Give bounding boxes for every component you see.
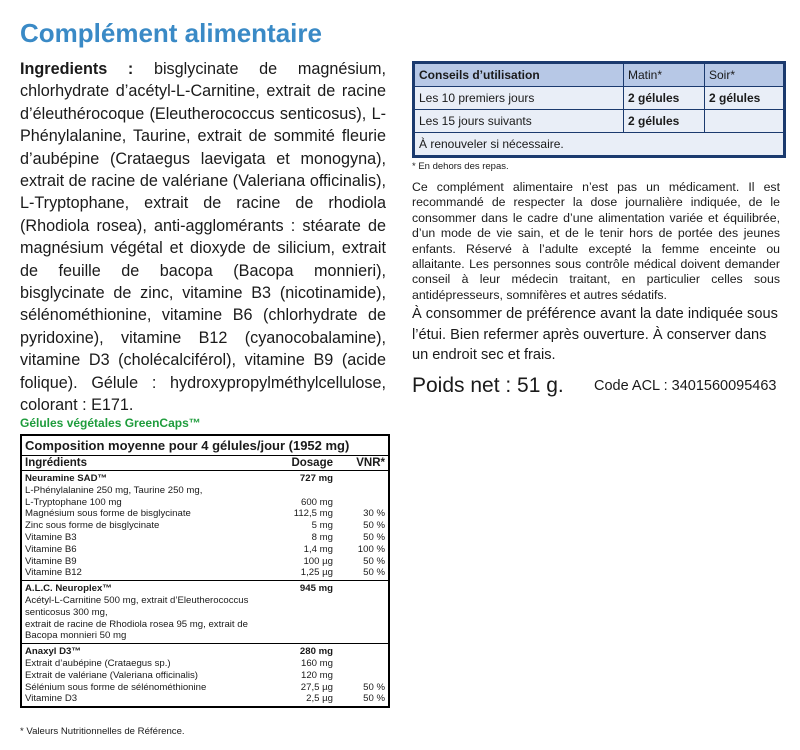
ingredient-dose: 727 mg xyxy=(299,473,333,484)
ingredient-dose xyxy=(273,485,353,497)
composition-row xyxy=(25,595,385,619)
composition-row xyxy=(25,682,385,694)
net-weight: Poids net : 51 g. xyxy=(412,374,564,397)
ingredient-vnr xyxy=(353,497,385,509)
usage-header-evening: Soir* xyxy=(705,64,784,87)
ingredient-dose: 5 mg xyxy=(311,520,333,532)
ingredient-dose: 1,25 µg xyxy=(300,567,333,579)
ingredient-name: Magnésium sous forme de bisglycinate xyxy=(25,508,191,520)
ingredient-name: L-Tryptophane 100 mg xyxy=(25,496,122,508)
ingredient-name: L-Phénylalanine 250 mg, Taurine 250 mg, xyxy=(25,484,203,496)
composition-row xyxy=(25,497,385,509)
composition-row xyxy=(25,520,385,532)
composition-column-headers xyxy=(22,456,388,471)
usage-morning: 2 gélules xyxy=(624,87,705,110)
ingredient-vnr xyxy=(353,670,385,682)
capsule-label: Gélules végétales GreenCaps™ xyxy=(20,416,201,430)
ingredient-dose: 1,4 mg xyxy=(303,543,333,555)
composition-row xyxy=(25,532,385,544)
ingredient-vnr: 50 % xyxy=(363,531,385,543)
composition-section xyxy=(22,644,388,706)
usage-header-label: Conseils d’utilisation xyxy=(415,64,624,87)
ingredient-dose: 2,5 µg xyxy=(306,693,333,705)
storage-text: À consommer de préférence avant la date indiquée sous l’étui. Bien refermer après ouverture. À conserver dans un endroit sec et frais. xyxy=(412,306,778,364)
ingredient-dose: 280 mg xyxy=(299,646,333,658)
ingredient-dose: 112,5 mg xyxy=(293,508,333,520)
usage-renew: À renouveler si nécessaire. xyxy=(415,133,784,156)
ingredient-vnr: 100 % xyxy=(357,543,385,555)
ingredient-vnr xyxy=(353,583,385,595)
composition-section xyxy=(22,581,388,644)
ingredient-name: Vitamine D3 xyxy=(25,693,78,705)
composition-row xyxy=(25,567,385,579)
composition-row xyxy=(25,670,385,682)
usage-period: Les 10 premiers jours xyxy=(415,87,624,110)
ingredient-name: extrait de racine de Rhodiola rosea 95 mg, extrait de Bacopa monnieri 50 mg xyxy=(25,618,248,642)
ingredient-dose xyxy=(273,619,353,643)
ingredient-vnr: 50 % xyxy=(363,567,385,579)
ingredient-name: Extrait de valériane (Valeriana officinalis) xyxy=(25,669,198,681)
composition-row xyxy=(25,485,385,497)
composition-table xyxy=(20,434,390,708)
ingredient-vnr: 30 % xyxy=(363,508,385,520)
ingredients-text xyxy=(20,58,386,417)
usage-note: * En dehors des repas. xyxy=(412,161,509,172)
ingredient-name: Vitamine B9 xyxy=(25,555,77,567)
composition-row xyxy=(25,508,385,520)
ingredient-dose: 100 µg xyxy=(303,555,333,567)
usage-period: Les 15 jours suivants xyxy=(415,110,624,133)
usage-row xyxy=(415,87,784,110)
col-dosage: Dosage xyxy=(291,457,333,469)
composition-row xyxy=(25,556,385,568)
usage-evening xyxy=(705,110,784,133)
vnr-footnote: * Valeurs Nutritionnelles de Référence. xyxy=(20,726,185,737)
usage-header-morning: Matin* xyxy=(624,64,705,87)
warning-text: Ce complément alimentaire n’est pas un médicament. Il est recommandé de respecter la dose journalière indiquée, de le consommer dans le cadre d’une alimentation variée et équilibrée, d’un mode de vie sain, et de le tenir hors de portée des jeunes enfants. Réservé à l’adulte excepté la femme enceinte ou allaitante. Les personnes sous contrôle médical doivent demander conseil à leur médecin traitant, en particulier celles sous antidépresseurs, somnifères et autres sédatifs. xyxy=(412,180,780,302)
composition-section xyxy=(22,471,388,581)
acl-code: Code ACL : 3401560095463 xyxy=(594,378,777,394)
ingredient-vnr xyxy=(353,619,385,643)
ingredient-dose: 27,5 µg xyxy=(300,681,333,693)
usage-table xyxy=(412,61,786,158)
ingredient-name: Vitamine B3 xyxy=(25,531,77,543)
ingredient-vnr xyxy=(353,595,385,619)
col-ingredients: Ingrédients xyxy=(25,457,87,469)
usage-row xyxy=(415,110,784,133)
composition-row xyxy=(25,583,385,595)
composition-row xyxy=(25,544,385,556)
col-vnr: VNR* xyxy=(356,457,385,469)
page-title: Complément alimentaire xyxy=(20,18,322,48)
ingredient-vnr xyxy=(353,485,385,497)
composition-header: Composition moyenne pour 4 gélules/jour (1952 mg) xyxy=(22,436,388,456)
usage-evening: 2 gélules xyxy=(705,87,784,110)
ingredient-dose: 120 mg xyxy=(301,669,333,681)
ingredient-vnr: 50 % xyxy=(363,555,385,567)
ingredient-vnr xyxy=(353,473,385,485)
ingredient-vnr xyxy=(353,646,385,658)
ingredient-name: Neuramine SAD™ xyxy=(25,473,108,484)
ingredient-dose: 160 mg xyxy=(301,657,333,669)
usage-morning: 2 gélules xyxy=(624,110,705,133)
ingredient-name: Sélénium sous forme de sélénométhionine xyxy=(25,681,207,693)
ingredient-name: Zinc sous forme de bisglycinate xyxy=(25,520,160,532)
ingredient-vnr: 50 % xyxy=(363,693,385,705)
ingredient-name: Vitamine B12 xyxy=(25,567,82,579)
ingredient-vnr xyxy=(353,658,385,670)
composition-row xyxy=(25,693,385,705)
ingredient-name: Anaxyl D3™ xyxy=(25,646,81,658)
ingredient-name: Acétyl-L-Carnitine 500 mg, extrait d’Eleutherococcus senticosus 300 mg, xyxy=(25,594,249,618)
ingredient-dose: 600 mg xyxy=(301,496,333,508)
composition-row xyxy=(25,473,385,485)
composition-row xyxy=(25,619,385,643)
ingredient-vnr: 50 % xyxy=(363,681,385,693)
composition-row xyxy=(25,646,385,658)
ingredient-dose xyxy=(273,595,353,619)
ingredients-label: Ingredients : xyxy=(20,60,134,78)
ingredient-name: Vitamine B6 xyxy=(25,543,77,555)
ingredients-list: bisglycinate de magnésium, chlorhydrate d’acétyl-L-Carnitine, extrait de racine d’éleuthérocoque (Eleutherococcus senticosus), L-Phénylalanine, Taurine, extrait de sommité fleurie d’aubépine (Crataegus laevigata et monogyna), extrait de racine de valériane (Valeriana officinalis), L-Tryptophane, extrait de racine de rhodiola (Rhodiola rosea), anti-agglomérants : stéarate de magnésium végétal et dioxyde de silicium, extrait de feuille de bacopa (Bacopa monnieri), bisglycinate de zinc, vitamine B3 (nicotinamide), sélénométhionine, vitamine B6 (chlorhydrate de pyridoxine), vitamine B12 (cyanocobalamine), vitamine D3 (cholécalciférol), vitamine B9 (acide folique). Gélule : hydroxypropylméthylcellulose, colorant : E171. xyxy=(20,60,387,415)
ingredient-name: Extrait d’aubépine (Crataegus sp.) xyxy=(25,657,171,669)
ingredient-dose: 945 mg xyxy=(299,583,333,595)
ingredient-vnr: 50 % xyxy=(363,520,385,532)
composition-row xyxy=(25,658,385,670)
ingredient-name: A.L.C. Neuroplex™ xyxy=(25,583,112,595)
ingredient-dose: 8 mg xyxy=(311,531,333,543)
